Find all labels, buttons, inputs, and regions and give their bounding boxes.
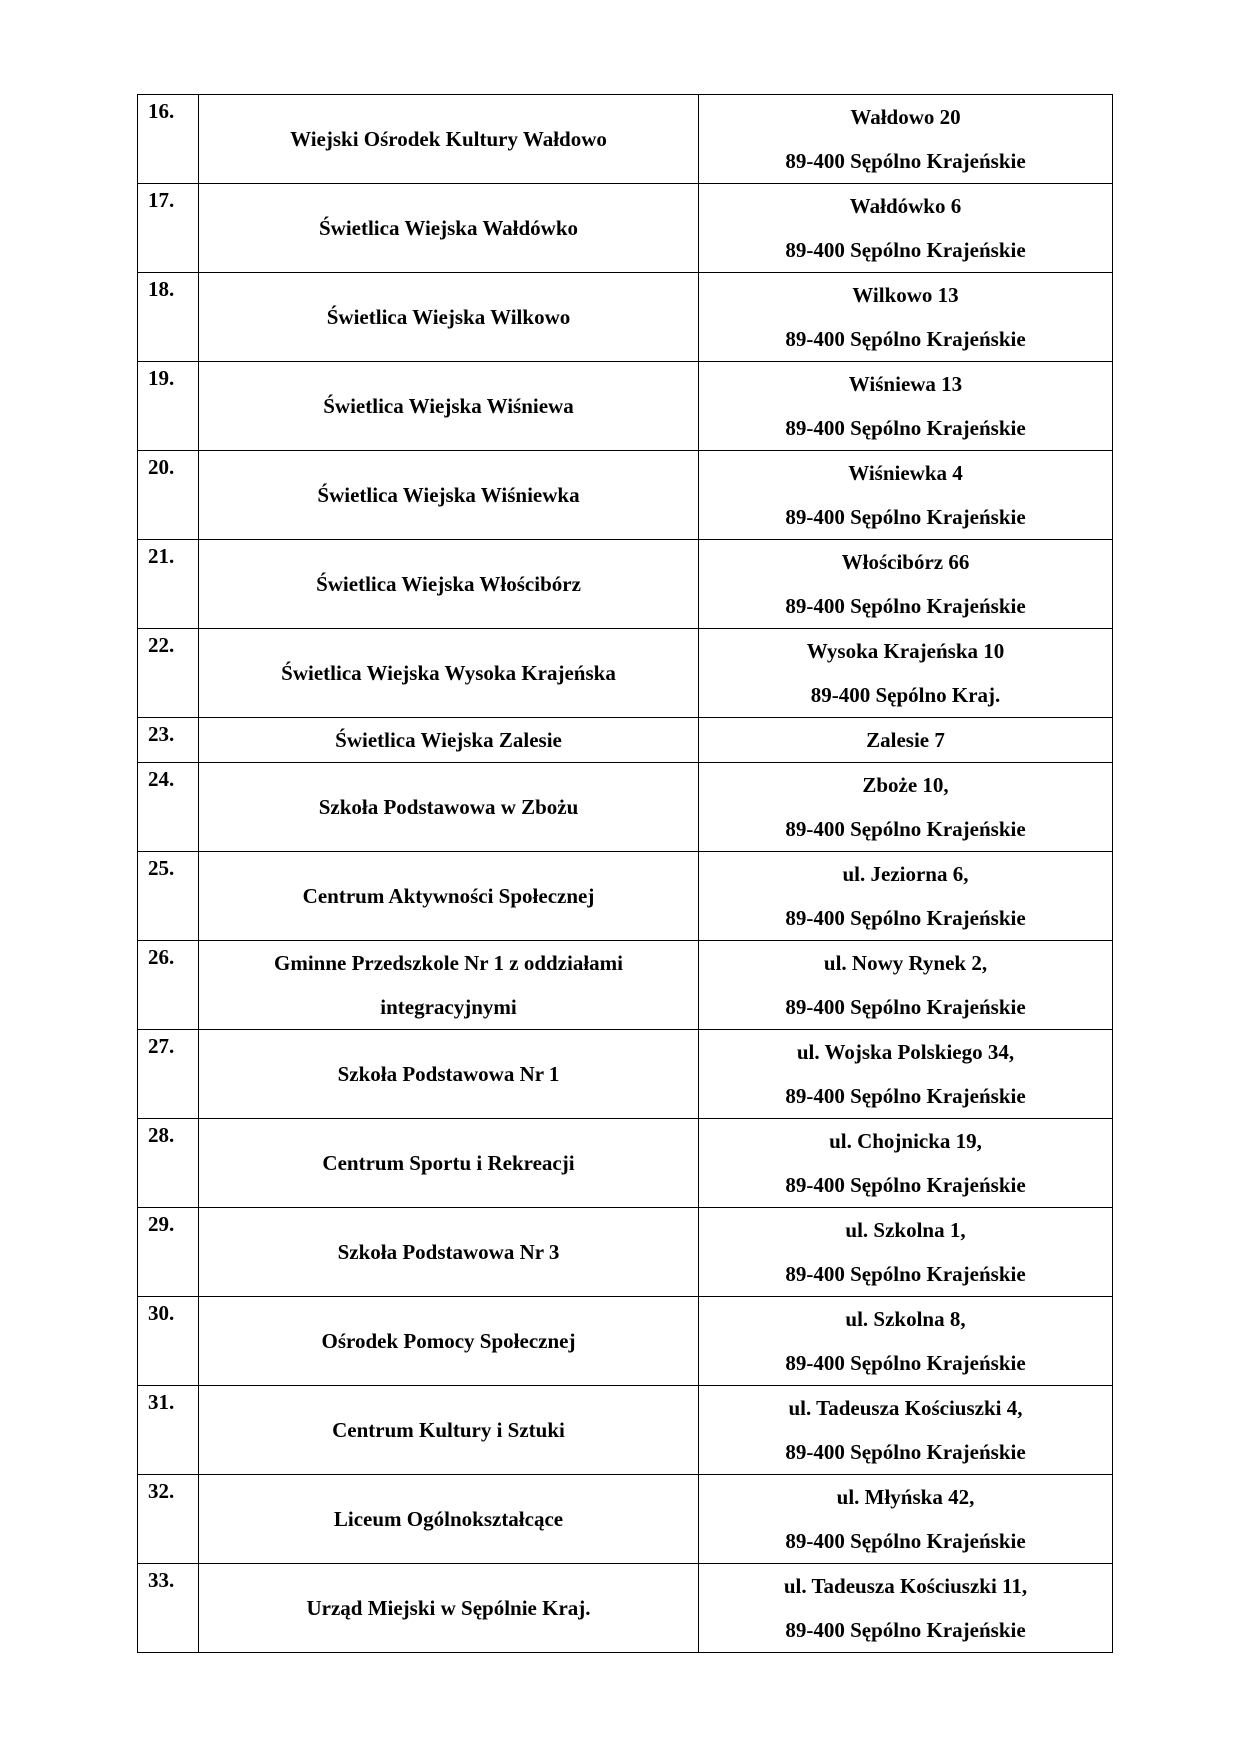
row-number: 29. bbox=[138, 1208, 199, 1297]
venue-name-cell bbox=[199, 1564, 699, 1653]
table-row bbox=[138, 629, 1113, 718]
venue-address-line: ul. Chojnicka 19, bbox=[829, 1129, 982, 1153]
venue-address-line: ul. Wojska Polskiego 34, bbox=[796, 1040, 1015, 1064]
venue-address-cell bbox=[699, 273, 1113, 362]
row-number: 19. bbox=[138, 362, 199, 451]
table-row bbox=[138, 718, 1113, 763]
venue-address-line: 89-400 Sępólno Krajeńskie bbox=[785, 505, 1026, 529]
venue-address-line: 89-400 Sępólno Krajeńskie bbox=[785, 1173, 1026, 1197]
row-number: 20. bbox=[138, 451, 199, 540]
venue-address-line: 89-400 Sępólno Krajeńskie bbox=[785, 995, 1026, 1019]
venue-address-cell bbox=[699, 1208, 1113, 1297]
venue-name-cell bbox=[199, 1030, 699, 1119]
venue-address-line: ul. Jeziorna 6, bbox=[842, 862, 969, 886]
row-number: 31. bbox=[138, 1386, 199, 1475]
venue-address-line: 89-400 Sępólno Krajeńskie bbox=[785, 1618, 1026, 1642]
venue-name-line: Szkoła Podstawowa Nr 3 bbox=[337, 1240, 560, 1264]
venue-name-line: Świetlica Wiejska Wałdówko bbox=[318, 216, 579, 240]
table-row bbox=[138, 1119, 1113, 1208]
venue-address-line: 89-400 Sępólno Krajeńskie bbox=[785, 416, 1026, 440]
venue-name-cell bbox=[199, 852, 699, 941]
row-number: 17. bbox=[138, 184, 199, 273]
venue-address-line: Wilkowo 13 bbox=[852, 283, 959, 307]
venue-address-line: 89-400 Sępólno Krajeńskie bbox=[785, 594, 1026, 618]
row-number: 18. bbox=[138, 273, 199, 362]
table-row bbox=[138, 941, 1113, 1030]
venue-address-line: Wiśniewka 4 bbox=[848, 461, 963, 485]
table-row bbox=[138, 362, 1113, 451]
row-number: 27. bbox=[138, 1030, 199, 1119]
venue-name-line: Urząd Miejski w Sępólnie Kraj. bbox=[306, 1596, 591, 1620]
venue-address-cell bbox=[699, 451, 1113, 540]
row-number: 28. bbox=[138, 1119, 199, 1208]
venue-name-cell bbox=[199, 184, 699, 273]
venue-address-line: 89-400 Sępólno Krajeńskie bbox=[785, 1262, 1026, 1286]
table-row bbox=[138, 1475, 1113, 1564]
venue-address-line: Wałdowo 20 bbox=[850, 105, 961, 129]
venue-address-line: Wysoka Krajeńska 10 bbox=[806, 639, 1005, 663]
venues-table bbox=[137, 94, 1113, 1653]
venues-table-body bbox=[138, 95, 1113, 1653]
venue-address-line: 89-400 Sępólno Krajeńskie bbox=[785, 1351, 1026, 1375]
venue-address-line: 89-400 Sępólno Krajeńskie bbox=[785, 238, 1026, 262]
row-number: 24. bbox=[138, 763, 199, 852]
venue-name-line: Centrum Sportu i Rekreacji bbox=[322, 1151, 575, 1175]
venue-name-line: Centrum Aktywności Społecznej bbox=[302, 884, 595, 908]
table-row bbox=[138, 1030, 1113, 1119]
venue-address-line: Wałdówko 6 bbox=[849, 194, 962, 218]
venue-name-line: Szkoła Podstawowa w Zbożu bbox=[318, 795, 579, 819]
venue-address-line: Zalesie 7 bbox=[866, 728, 945, 752]
venue-address-line: 89-400 Sępólno Krajeńskie bbox=[785, 149, 1026, 173]
venue-name-cell bbox=[199, 273, 699, 362]
venue-address-line: ul. Szkolna 1, bbox=[845, 1218, 966, 1242]
table-row bbox=[138, 1386, 1113, 1475]
venue-address-line: ul. Szkolna 8, bbox=[845, 1307, 966, 1331]
venue-address-line: 89-400 Sępólno Krajeńskie bbox=[785, 327, 1026, 351]
venue-name-line: Świetlica Wiejska Wysoka Krajeńska bbox=[281, 661, 616, 685]
venue-name-line: integracyjnymi bbox=[380, 995, 517, 1019]
row-number: 33. bbox=[138, 1564, 199, 1653]
venue-name-line: Świetlica Wiejska Wilkowo bbox=[326, 305, 571, 329]
venue-address-cell bbox=[699, 718, 1113, 763]
table-row bbox=[138, 1208, 1113, 1297]
venue-address-line: ul. Młyńska 42, bbox=[836, 1485, 975, 1509]
venue-name-cell bbox=[199, 763, 699, 852]
venue-address-line: 89-400 Sępólno Krajeńskie bbox=[785, 1440, 1026, 1464]
venue-address-line: 89-400 Sępólno Kraj. bbox=[810, 683, 1001, 707]
venue-name-line: Ośrodek Pomocy Społecznej bbox=[321, 1329, 576, 1353]
venue-name-line: Świetlica Wiejska Wiśniewa bbox=[323, 394, 574, 418]
venue-name-line: Szkoła Podstawowa Nr 1 bbox=[337, 1062, 560, 1086]
venue-address-line: 89-400 Sępólno Krajeńskie bbox=[785, 906, 1026, 930]
venue-address-line: ul. Tadeusza Kościuszki 11, bbox=[783, 1574, 1028, 1598]
venue-name-line: Centrum Kultury i Sztuki bbox=[332, 1418, 565, 1442]
venue-address-cell bbox=[699, 852, 1113, 941]
venue-name-line: Liceum Ogólnokształcące bbox=[333, 1507, 564, 1531]
venue-name-line: Gminne Przedszkole Nr 1 z oddziałami bbox=[274, 951, 623, 975]
venue-address-cell bbox=[699, 629, 1113, 718]
venue-name-line: Świetlica Wiejska Zalesie bbox=[335, 728, 562, 752]
venue-name-line: Wiejski Ośrodek Kultury Wałdowo bbox=[290, 127, 607, 151]
venue-name-cell bbox=[199, 95, 699, 184]
venue-address-line: 89-400 Sępólno Krajeńskie bbox=[785, 817, 1026, 841]
table-row bbox=[138, 852, 1113, 941]
venue-name-cell bbox=[199, 1386, 699, 1475]
venue-address-line: Wiśniewa 13 bbox=[848, 372, 963, 396]
venue-address-cell bbox=[699, 1475, 1113, 1564]
venue-address-cell bbox=[699, 1119, 1113, 1208]
venue-address-cell bbox=[699, 941, 1113, 1030]
venue-address-cell bbox=[699, 1297, 1113, 1386]
venue-name-cell bbox=[199, 1119, 699, 1208]
table-row bbox=[138, 1564, 1113, 1653]
row-number: 25. bbox=[138, 852, 199, 941]
table-row bbox=[138, 95, 1113, 184]
table-row bbox=[138, 451, 1113, 540]
venue-address-cell bbox=[699, 1030, 1113, 1119]
venue-address-cell bbox=[699, 362, 1113, 451]
venue-address-line: ul. Nowy Rynek 2, bbox=[823, 951, 988, 975]
venue-name-cell bbox=[199, 629, 699, 718]
table-row bbox=[138, 540, 1113, 629]
venue-name-line: Świetlica Wiejska Włościbórz bbox=[316, 572, 581, 596]
venue-name-cell bbox=[199, 540, 699, 629]
row-number: 22. bbox=[138, 629, 199, 718]
row-number: 30. bbox=[138, 1297, 199, 1386]
table-row bbox=[138, 273, 1113, 362]
venue-name-cell bbox=[199, 1297, 699, 1386]
row-number: 21. bbox=[138, 540, 199, 629]
venue-address-cell bbox=[699, 184, 1113, 273]
venue-name-cell bbox=[199, 362, 699, 451]
venue-address-line: 89-400 Sępólno Krajeńskie bbox=[785, 1529, 1026, 1553]
row-number: 16. bbox=[138, 95, 199, 184]
row-number: 26. bbox=[138, 941, 199, 1030]
table-row bbox=[138, 763, 1113, 852]
venue-name-cell bbox=[199, 941, 699, 1030]
venue-name-cell bbox=[199, 1475, 699, 1564]
venue-address-cell bbox=[699, 1386, 1113, 1475]
venue-address-cell bbox=[699, 763, 1113, 852]
venue-address-cell bbox=[699, 95, 1113, 184]
venue-name-cell bbox=[199, 1208, 699, 1297]
venue-address-line: Zboże 10, bbox=[862, 773, 949, 797]
venue-address-line: ul. Tadeusza Kościuszki 4, bbox=[788, 1396, 1023, 1420]
venue-name-cell bbox=[199, 451, 699, 540]
venue-name-cell bbox=[199, 718, 699, 763]
venue-name-line: Świetlica Wiejska Wiśniewka bbox=[317, 483, 580, 507]
venue-address-cell bbox=[699, 540, 1113, 629]
table-row bbox=[138, 184, 1113, 273]
row-number: 23. bbox=[138, 718, 199, 763]
venue-address-line: Włościbórz 66 bbox=[841, 550, 970, 574]
venue-address-line: 89-400 Sępólno Krajeńskie bbox=[785, 1084, 1026, 1108]
table-row bbox=[138, 1297, 1113, 1386]
venue-address-cell bbox=[699, 1564, 1113, 1653]
row-number: 32. bbox=[138, 1475, 199, 1564]
